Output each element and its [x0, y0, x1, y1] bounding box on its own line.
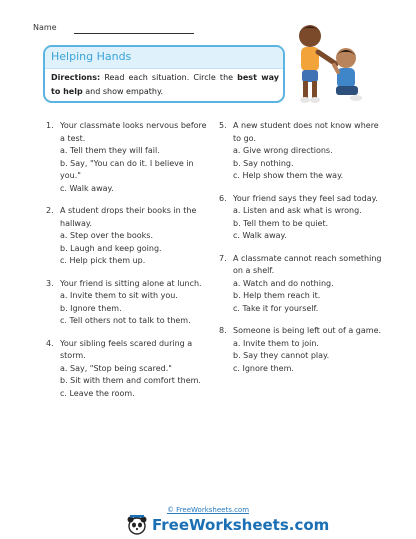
answer-option[interactable]: a. Give wrong directions.: [233, 146, 333, 155]
footer-logo: [126, 514, 329, 536]
directions-prefix: Directions:: [51, 73, 101, 82]
answer-option[interactable]: a. Watch and do nothing.: [233, 278, 334, 288]
question: [219, 253, 384, 316]
question-number: 8.: [219, 326, 227, 335]
question-text: Your friend says they feel sad today.: [233, 193, 378, 203]
answer-option[interactable]: b. Say they cannot play.: [233, 351, 330, 360]
question: [219, 325, 384, 375]
worksheet-title: Helping Hands: [51, 50, 132, 63]
answer-option[interactable]: b. Sit with them and comfort them.: [60, 376, 201, 385]
answer-option[interactable]: c. Tell others not to talk to them.: [60, 316, 191, 325]
answer-option[interactable]: c. Walk away.: [233, 231, 287, 240]
question-number: 3.: [46, 278, 54, 288]
answer-option[interactable]: c. Walk away.: [60, 183, 114, 193]
right-column: [219, 120, 384, 385]
question-number: 6.: [219, 193, 227, 203]
question-text: A new student does not know where to go.: [233, 121, 379, 143]
question-text: Your classmate looks nervous before a test.: [60, 121, 207, 143]
question: [46, 278, 211, 328]
question-number: 7.: [219, 253, 227, 263]
question-text: Your sibling feels scared during a storm.: [60, 338, 193, 360]
question: [46, 205, 211, 268]
answer-option[interactable]: a. Listen and ask what is wrong.: [233, 206, 362, 215]
answer-option[interactable]: b. Help them reach it.: [233, 291, 321, 300]
panda-mascot-icon: [126, 515, 148, 535]
title-bar: [45, 47, 283, 69]
question-number: 1.: [46, 121, 54, 130]
question-text: A student drops their books in the hallway.: [60, 206, 197, 228]
answer-option[interactable]: c. Help pick them up.: [60, 256, 146, 265]
name-label: Name: [33, 23, 57, 32]
header-box: [43, 45, 285, 103]
footer-copyright-link[interactable]: © FreeWorksheets.com: [166, 506, 250, 514]
answer-option[interactable]: c. Leave the room.: [60, 388, 135, 398]
helping-kids-illustration: [288, 20, 368, 105]
question: [219, 120, 384, 183]
answer-option[interactable]: b. Say, "You can do it. I believe in you.": [60, 158, 194, 180]
question-number: 4.: [46, 338, 54, 348]
answer-option[interactable]: a. Invite them to join.: [233, 338, 319, 348]
question-text: Your friend is sitting alone at lunch.: [60, 278, 202, 288]
answer-option[interactable]: a. Say, "Stop being scared.": [60, 363, 172, 373]
question-text: A classmate cannot reach something on a shelf.: [233, 253, 382, 275]
answer-option[interactable]: a. Invite them to sit with you.: [60, 291, 178, 300]
question-number: 2.: [46, 206, 54, 215]
directions-text: [51, 71, 279, 99]
answer-option[interactable]: b. Tell them to be quiet.: [233, 218, 329, 228]
left-column: [46, 120, 211, 410]
answer-option[interactable]: b. Ignore them.: [60, 303, 122, 313]
footer-brand: FreeWorksheets.com: [152, 516, 330, 534]
question: [46, 338, 211, 401]
answer-option[interactable]: b. Say nothing.: [233, 158, 294, 168]
question-number: 5.: [219, 121, 227, 130]
directions-mid: Read each situation. Circle the: [100, 73, 238, 82]
question-text: Someone is being left out of a game.: [233, 326, 382, 335]
question: [219, 193, 384, 243]
answer-option[interactable]: c. Ignore them.: [233, 363, 294, 373]
directions-bold: best way to help: [51, 73, 279, 96]
question: [46, 120, 211, 195]
answer-option[interactable]: b. Laugh and keep going.: [60, 243, 162, 253]
answer-option[interactable]: a. Tell them they will fail.: [60, 146, 160, 155]
answer-option[interactable]: c. Help show them the way.: [233, 171, 344, 180]
answer-option[interactable]: c. Take it for yourself.: [233, 303, 319, 313]
name-line[interactable]: [74, 33, 194, 34]
directions-suffix: and show empathy.: [82, 87, 164, 96]
answer-option[interactable]: a. Step over the books.: [60, 231, 154, 240]
